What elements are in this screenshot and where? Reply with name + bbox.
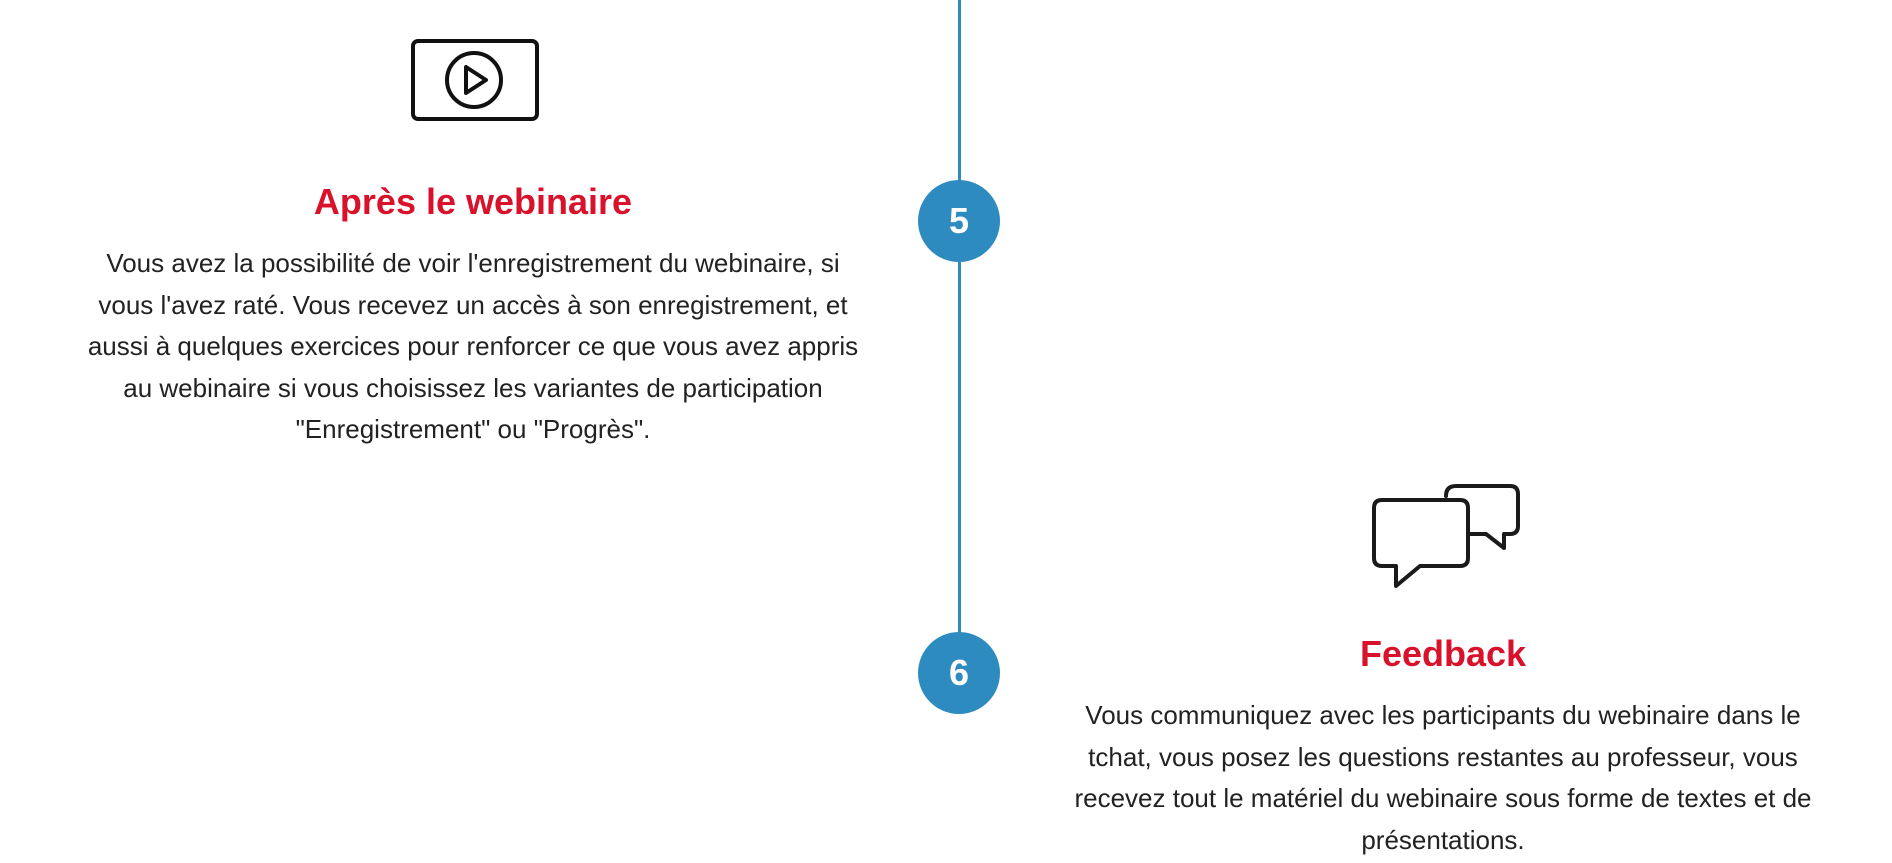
step-description: Vous communiquez avec les participants du webinaire dans le tchat, vous posez les questions restantes au professeur, vous recevez tout le matériel du webinaire sous forme de textes et de présentations.: [1074, 700, 1812, 855]
chat-bubbles-icon: [1370, 482, 1520, 590]
step-title: Après le webinaire: [313, 181, 633, 222]
step-number: 5: [948, 200, 970, 241]
step-title: Feedback: [1359, 633, 1527, 674]
video-play-icon: [410, 38, 540, 122]
step-number: 6: [948, 652, 970, 693]
step-description: Vous avez la possibilité de voir l'enregistrement du webinaire, si vous l'avez raté. Vous recevez un accès à son enregistrement, et aussi à quelques exercices pour renforcer ce que vous avez appris au webinaire si vous choisissez les variantes de participation "Enregistrement" ou "Progrès".: [87, 248, 859, 444]
step-number-badge: [918, 180, 1000, 262]
timeline-line: [958, 0, 961, 635]
step-number-badge: [918, 632, 1000, 714]
